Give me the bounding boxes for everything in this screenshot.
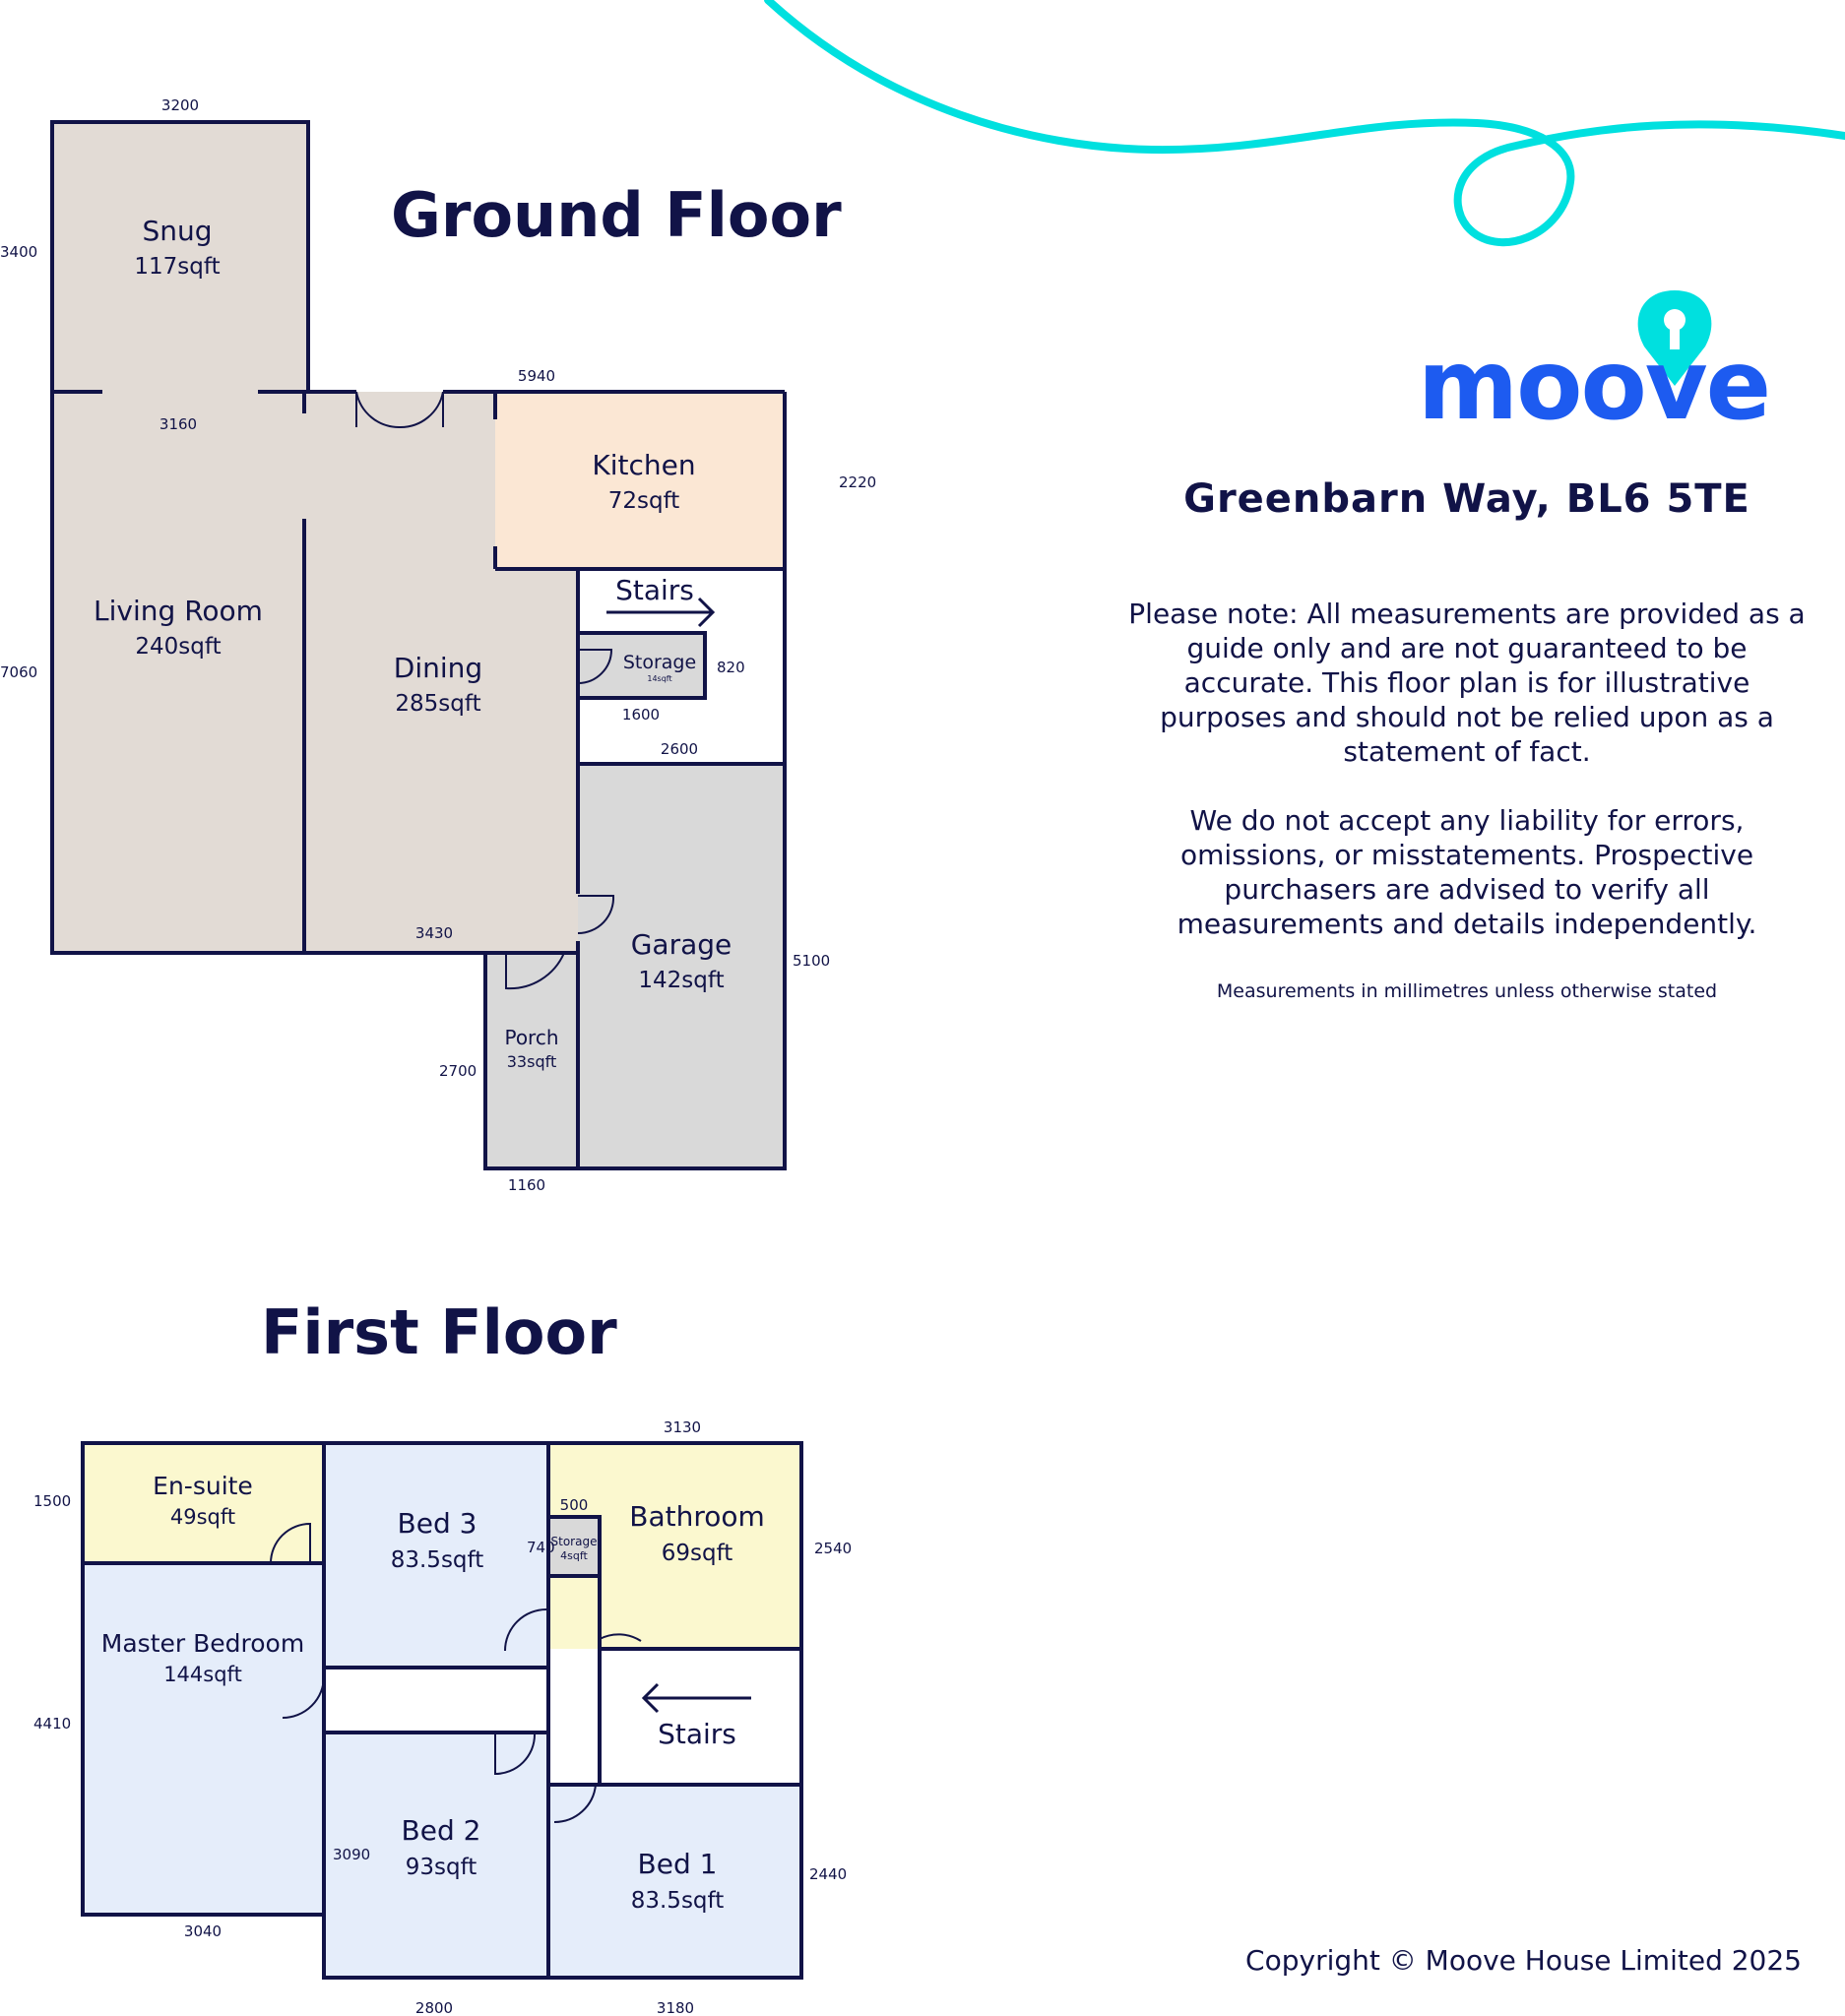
bed3-area: 83.5sqft: [390, 1547, 484, 1573]
property-address: Greenbarn Way, BL6 5TE: [1183, 476, 1750, 522]
bed1-area: 83.5sqft: [630, 1888, 725, 1914]
svg-text:moove: moove: [1418, 330, 1770, 442]
first-floor-title: First Floor: [261, 1296, 617, 1368]
disclaimer-notes: [1122, 597, 1812, 976]
bed2-label: Bed 2: [401, 1814, 481, 1847]
dim-hall-width: 2600: [660, 740, 699, 758]
ground-floor-title: Ground Floor: [391, 179, 842, 251]
dining-upper: [304, 392, 495, 569]
master-label: Master Bedroom: [100, 1629, 305, 1658]
dim-bed1-height: 2440: [809, 1865, 848, 1883]
dim-bath-width: 3130: [663, 1418, 702, 1436]
dim-porch-width: 1160: [507, 1176, 546, 1194]
dim-bed1-width: 3180: [656, 1999, 695, 2016]
first-storage-area: 4sqft: [560, 1549, 588, 1562]
kitchen-label: Kitchen: [592, 449, 696, 481]
dim-kitchen-width: 5940: [517, 367, 556, 385]
garage-area: 142sqft: [638, 968, 725, 993]
dim-living-height: 7060: [0, 663, 38, 681]
master-area: 144sqft: [163, 1663, 242, 1686]
units-note: Measurements in millimetres unless otherwise stated: [1216, 980, 1718, 1002]
garage-room: [578, 764, 785, 1168]
dim-dining-width: 3430: [414, 924, 454, 942]
dim-storage-height: 740: [527, 1539, 555, 1556]
bed2-area: 93sqft: [405, 1855, 477, 1880]
dim-master-height: 4410: [33, 1715, 72, 1732]
disclaimer-paragraph-2: We do not accept any liability for errors, omissions, or misstatements. Prospective purchasers are advised to verify all measurements and details independently.: [1177, 804, 1757, 940]
dim-snug-width: 3200: [160, 96, 200, 114]
first-storage-label: Storage: [550, 1535, 598, 1548]
ground-stairs-label: Stairs: [615, 574, 694, 606]
dim-snug-height: 3400: [0, 243, 38, 261]
kitchen-area: 72sqft: [607, 488, 680, 514]
decorative-swirl: [768, 0, 1845, 242]
dim-storage-width: 500: [559, 1496, 589, 1514]
living-room: [52, 392, 304, 953]
porch-label: Porch: [504, 1026, 559, 1049]
porch-area: 33sqft: [506, 1052, 557, 1071]
bathroom-label: Bathroom: [629, 1500, 765, 1533]
dim-living-width: 3160: [159, 415, 198, 433]
moove-logo: [1418, 290, 1769, 442]
snug-area: 117sqft: [134, 254, 221, 280]
dim-garage-height: 5100: [793, 952, 831, 970]
living-area: 240sqft: [135, 634, 222, 660]
garage-label: Garage: [630, 928, 732, 961]
ensuite-room: [83, 1443, 324, 1563]
ground-storage-area: 14sqft: [647, 674, 672, 683]
snug-label: Snug: [142, 215, 213, 247]
first-stairs-label: Stairs: [658, 1718, 736, 1750]
ensuite-label: En-suite: [153, 1472, 253, 1500]
dining-label: Dining: [393, 652, 483, 684]
master-bedroom: [83, 1563, 324, 1915]
living-label: Living Room: [94, 595, 263, 627]
bathroom-area: 69sqft: [661, 1541, 733, 1566]
dim-master-width: 3040: [183, 1922, 223, 1940]
dining-area: 285sqft: [395, 691, 481, 717]
bed1-room: [548, 1785, 801, 1978]
ensuite-area: 49sqft: [169, 1505, 236, 1529]
dim-bed2-width: 2800: [414, 1999, 454, 2016]
dim-storage-width: 1600: [621, 706, 661, 724]
dim-storage-height: 820: [717, 659, 745, 676]
dim-kitchen-height: 2220: [839, 473, 877, 491]
copyright-text: Copyright © Moove House Limited 2025: [1245, 1944, 1802, 1977]
first-stairs-arrow-icon: [644, 1684, 751, 1712]
dim-bed2-height: 3090: [333, 1846, 371, 1863]
ground-storage-label: Storage: [622, 652, 697, 673]
bed3-label: Bed 3: [397, 1507, 477, 1540]
dim-bath-height: 2540: [814, 1540, 853, 1557]
dim-porch-height: 2700: [439, 1062, 477, 1080]
disclaimer-paragraph-1: Please note: All measurements are provided as a guide only and are not guaranteed to be accurate. This floor plan is for illustrative purposes and should not be relied upon as a statement of fact.: [1128, 598, 1806, 768]
bed1-label: Bed 1: [637, 1848, 718, 1880]
dim-ensuite-height: 1500: [33, 1492, 72, 1510]
